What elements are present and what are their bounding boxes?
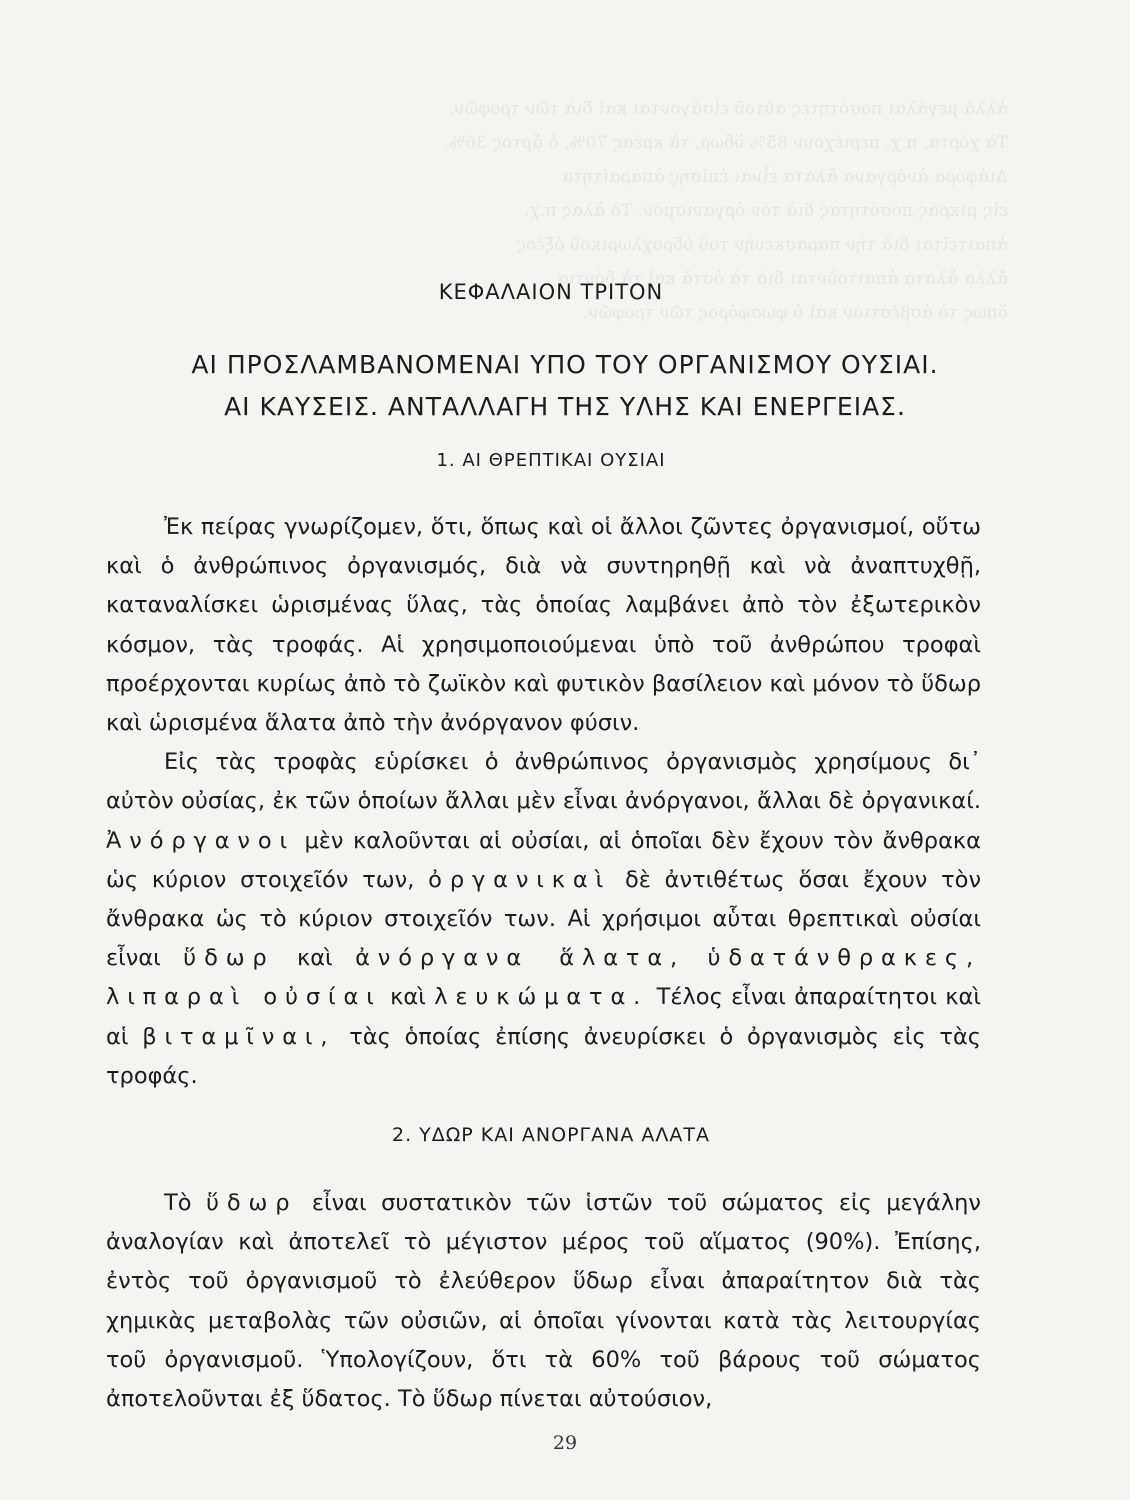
paragraph: Ἐκ πείρας γνωρίζομεν, ὅτι, ὅπως καὶ οἱ ἄλλοι ζῶντες ὀργανισμοί, οὕτω καὶ ὁ ἀνθρώπινος ὀργανισμός, διὰ νὰ συντηρηθῇ καὶ νὰ ἀναπτυχθῇ, καταναλίσκει ὡρισμένας ὕλας, τὰς ὁποίας λαμβάνει ἀπὸ τὸν ἐξωτερικὸν κόσμον, τὰς τροφάς. Αἱ χρησιμοποιούμεναι ὑπὸ τοῦ ἀνθρώπου τροφαὶ προέρχονται κυρίως ἀπὸ τὸ ζωϊκὸν καὶ φυτικὸν βασίλειον καὶ μόνον τὸ ὕδωρ καὶ ὡρισμένα ἅλατα ἀπὸ τὴν ἀνόργανον φύσιν. xyxy=(106,514,981,737)
emphasized-term: ἀνόργανα ἅλατα, xyxy=(355,945,686,972)
emphasized-term: ὕδωρ xyxy=(183,945,275,972)
emphasized-term: λευκώματα. xyxy=(434,984,649,1011)
emphasized-term: βιταμῖναι, xyxy=(142,1023,336,1050)
bleed-through-text: ἀλλὰ μεγάλαι ποσότητες αὐτοῦ εἰσάγονται καὶ διὰ τῶν τροφῶν. Τὰ χόρτα, π.χ. περιέχουν 85% ὕδωρ, τὰ κρέας 70%, ὁ ἄρτος 36%. Διάφορα ἀνόργανα ἅλατα εἶναι ἐπίσης ἀπαραίτητα εἰς μικράς ποσότητας διὰ τὸν ὀργανισμόν. Τὸ ἅλας π.χ. ἀπαιτεῖται διὰ τὴν παρασκευὴν τοῦ ὑδροχλωρικοῦ ὀξέος ἄλλα ἅλατα ἀπαιτοῦνται διὰ τὰ ὀστᾶ καὶ τὰ δόντια ὅπως τὸ ἀσβέστιον καὶ ὁ φωσφόρος τῶν τροφῶν. xyxy=(443,99,1008,323)
chapter-label: ΚΕΦΑΛΑΙΟΝ ΤΡΙΤΟΝ xyxy=(438,280,664,304)
emphasized-term: λιπαραὶ οὐσίαι xyxy=(106,984,382,1011)
emphasized-term: Ἀνόργανοι xyxy=(106,827,295,854)
section-heading-water-salts: 2. ΥΔΩΡ ΚΑΙ ΑΝΟΡΓΑΝΑ ΑΛΑΤΑ xyxy=(392,1124,710,1146)
section-heading-nutrients: 1. ΑΙ ΘΡΕΠΤΙΚΑΙ ΟΥΣΙΑΙ xyxy=(436,450,666,471)
chapter-title-line2: ΑΙ ΚΑΥΣΕΙΣ. ΑΝΤΑΛΛΑΓΗ ΤΗΣ ΥΛΗΣ ΚΑΙ ΕΝΕΡΓΕΙΑΣ. xyxy=(224,392,906,421)
section2-body xyxy=(106,1184,981,1419)
page-number: 29 xyxy=(552,1432,578,1454)
emphasized-term: ὀργανικαὶ xyxy=(428,866,612,893)
chapter-title-line1: ΑΙ ΠΡΟΣΛΑΜΒΑΝΟΜΕΝΑΙ ΥΠΟ ΤΟΥ ΟΡΓΑΝΙΣΜΟΥ ΟΥΣΙΑΙ. xyxy=(191,350,939,379)
section1-body xyxy=(106,508,981,1096)
paragraph: Τὸ ὕδωρ εἶναι συστατικὸν τῶν ἱστῶν τοῦ σώματος εἰς μεγάλην ἀναλογίαν καὶ ἀποτελεῖ τὸ μέγιστον μέρος τοῦ αἵματος (90%). Ἐπίσης, ἐντὸς τοῦ ὀργανισμοῦ τὸ ἐλεύθερον ὕδωρ εἶναι ἀπαραίτητον διὰ τὰς χημικὰς μεταβολὰς τῶν οὐσιῶν, αἱ ὁποῖαι γίνονται κατὰ τὰς λειτουργίας τοῦ ὀργανισμοῦ. Ὑπολογίζουν, ὅτι τὰ 60% τοῦ βάρους τοῦ σώματος ἀποτελοῦνται ἐξ ὕδατος. Τὸ ὕδωρ πίνεται αὐτούσιον, xyxy=(106,1190,982,1413)
paragraph: Εἰς τὰς τροφὰς εὑρίσκει ὁ ἀνθρώπινος ὀργανισμὸς χρησίμους δι᾽ αὐτὸν οὐσίας, ἐκ τῶν ὁποίων ἄλλαι μὲν εἶναι ἀνόργανοι, ἄλλαι δὲ ὀργανικαί. Ἀνόργανοι μὲν καλοῦνται αἱ οὐσίαι, αἱ ὁποῖαι δὲν ἔχουν τὸν ἄνθρακα ὡς κύριον στοιχεῖόν των, ὀργανικαὶ δὲ ἀντιθέτως ὅσαι ἔχουν τὸν ἄνθρακα ὡς τὸ κύριον στοιχεῖόν των. Αἱ χρήσιμοι αὗται θρεπτικαὶ οὐσίαι εἶναι ὕδωρ καὶ ἀνόργανα ἅλατα, ὑδατάνθρακες, λιπαραὶ οὐσίαι καὶ λευκώματα. Τέλος εἶναι ἀπαραίτητοι καὶ αἱ βιταμῖναι, τὰς ὁποίας ἐπίσης ἀνευρίσκει ὁ ὀργανισμὸς εἰς τὰς τροφάς. xyxy=(106,749,982,1089)
emphasized-term: ὕδωρ xyxy=(205,1190,298,1216)
emphasized-term: ὑδατάνθρακες, xyxy=(707,945,982,972)
